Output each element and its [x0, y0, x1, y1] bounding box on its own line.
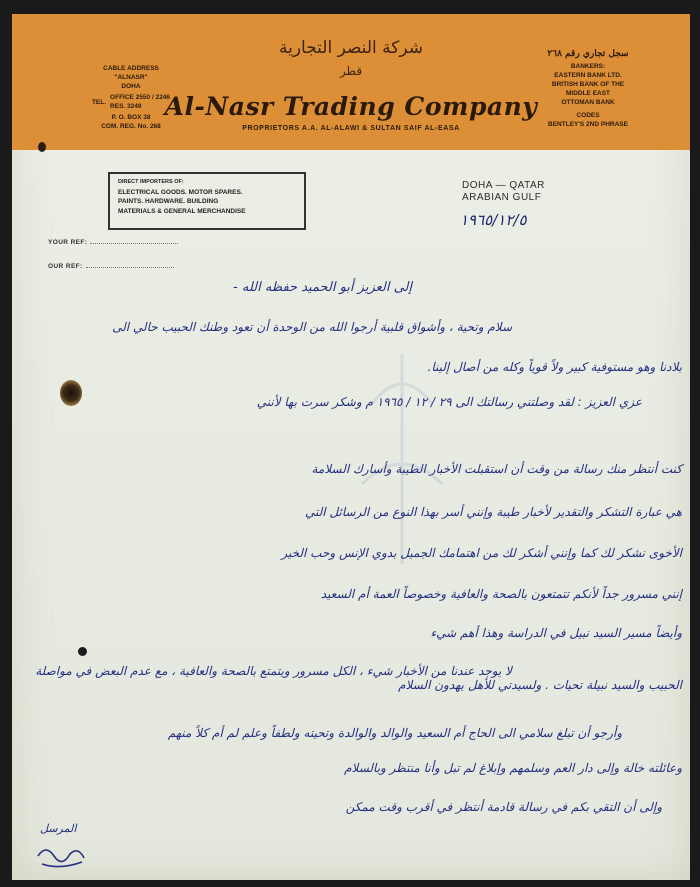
letter-line: بلادنا وهو مستوفية كبير ولاً قوياً وكله من أصال إلينا. [427, 360, 682, 374]
address-block [462, 180, 545, 204]
handwritten-date: ١٩٦٥/١٢/٥ [460, 211, 527, 229]
importers-heading: DIRECT IMPORTERS OF: [118, 179, 184, 185]
letter-sheet [12, 14, 690, 880]
contact-block [72, 64, 190, 131]
res-label: RES. [110, 103, 126, 110]
codes-value: BENTLEY'S 2ND PHRASE [548, 121, 628, 128]
proprietors-line: PROPRIETORS A.A. AL-ALAWI & SULTAN SAIF AL-EASA [242, 125, 460, 132]
company-name: Al-Nasr Trading Company [164, 92, 538, 121]
your-ref-label: YOUR REF: [48, 239, 88, 246]
letter-line: وإلى أن التقي بكم في رسالة قادمة أنتظر في أقرب وقت ممكن [345, 800, 662, 814]
com-reg: COM. REG. No. 268 [101, 123, 161, 130]
cable-address-value: "ALNASR" [114, 74, 148, 81]
letter-line: لا يوجد عندنا من الأخبار شيء ، الكل مسرور ويتمتع بالصحة والعافية ، مع عدم البعض في مواصلة [35, 664, 512, 678]
importers-line-3: MATERIALS & GENERAL MERCHANDISE [118, 207, 246, 215]
com-reg-arabic: سجل تجاري رقم ٢٦٨ [547, 49, 629, 59]
bank-block [522, 50, 654, 129]
letter-line: وأيضاً مسير السيد نبيل في الدراسة وهذا أهم شيء [430, 626, 682, 640]
your-ref-row [48, 239, 178, 246]
ink-spot [78, 647, 87, 656]
letter-line: إنني مسرور جداً لأنكم تتمتعون بالصحة والعافية وخصوصاً العمة أم السعيد [320, 587, 682, 601]
po-box: P. O. BOX 38 [111, 114, 151, 121]
bank-british-b: MIDDLE EAST [565, 90, 611, 97]
importers-line-2: PAINTS. HARDWARE. BUILDING [118, 198, 219, 205]
letter-line: الحبيب والسيد نبيلة تحيات . ولسيدتي للأهل يهدون السلام [398, 678, 682, 692]
punch-mark [38, 142, 46, 152]
our-ref-label: OUR REF: [48, 263, 83, 270]
tel-numbers [110, 93, 170, 111]
signature-scribble [32, 836, 92, 874]
letter-line: وأرجو أن تبلغ سلامي الى الحاج أم السعيد والوالد والوالدة وتحيته ولطفاً وعلم لم أم كلاً منهم [167, 726, 622, 740]
our-ref-row [48, 263, 174, 270]
cable-address-label: CABLE ADDRESS [103, 65, 159, 72]
address-region: ARABIAN GULF [462, 192, 542, 203]
codes-label: CODES [576, 112, 600, 119]
your-ref-line [90, 243, 178, 244]
bank-british-a: BRITISH BANK OF THE [551, 81, 625, 88]
letter-line: سلام وتحية ، وأشواق قلبية أرجوا الله من الوحدة أن تعود وطنك الحبيب حالي الى [112, 320, 512, 334]
signature-label: المرسل [40, 822, 77, 835]
company-arabic-city: قطر [339, 64, 363, 78]
res-number: 3249 [127, 103, 142, 110]
letter-line: الأخوى نشكر لك كما وإنني أشكر لك من اهتمامك الجميل بدوي الإنس وحب الخير [281, 546, 682, 560]
tel-label: TEL. [91, 98, 107, 106]
faint-watermark [342, 344, 462, 574]
cable-city: DOHA [121, 83, 141, 90]
company-arabic-name: شركة النصر التجارية [278, 38, 424, 58]
greeting-line: إلى العزيز أبو الحميد حفظه الله - [233, 280, 412, 295]
letter-line: وعائلته خالة وإلى دار العم وسلمهم وإبلاغ لم تبل وأنا منتظر وبالسلام [344, 761, 682, 775]
letterhead-banner [12, 14, 690, 150]
bank-ottoman: OTTOMAN BANK [561, 99, 615, 106]
burn-hole [60, 380, 82, 406]
office-label: OFFICE [110, 94, 134, 101]
telephone-row [72, 93, 190, 111]
our-ref-line [86, 267, 174, 268]
letter-line: كنت أنتظر منك رسالة من وقت أن استقبلت الأخبار الطيبة وأسارك السلامة [311, 462, 682, 476]
address-city: DOHA — QATAR [462, 180, 545, 191]
office-numbers: 2550 / 2246 [135, 94, 171, 101]
importers-line-1: ELECTRICAL GOODS. MOTOR SPARES. [118, 188, 243, 196]
letter-line: هي عبارة التشكر والتقدير لأخبار طيبة وإنني أسر بهذا النوع من الرسائل التي [305, 505, 682, 519]
letter-line: عزي العزيز : لقد وصلتني رسالتك الى ٢٩ / ١٢ / ١٩٦٥ م وشكر سرت بها لأنني [256, 395, 642, 409]
bankers-label: BANKERS: [570, 63, 606, 70]
importers-box [108, 172, 306, 230]
bank-eastern: EASTERN BANK LTD. [554, 72, 622, 79]
